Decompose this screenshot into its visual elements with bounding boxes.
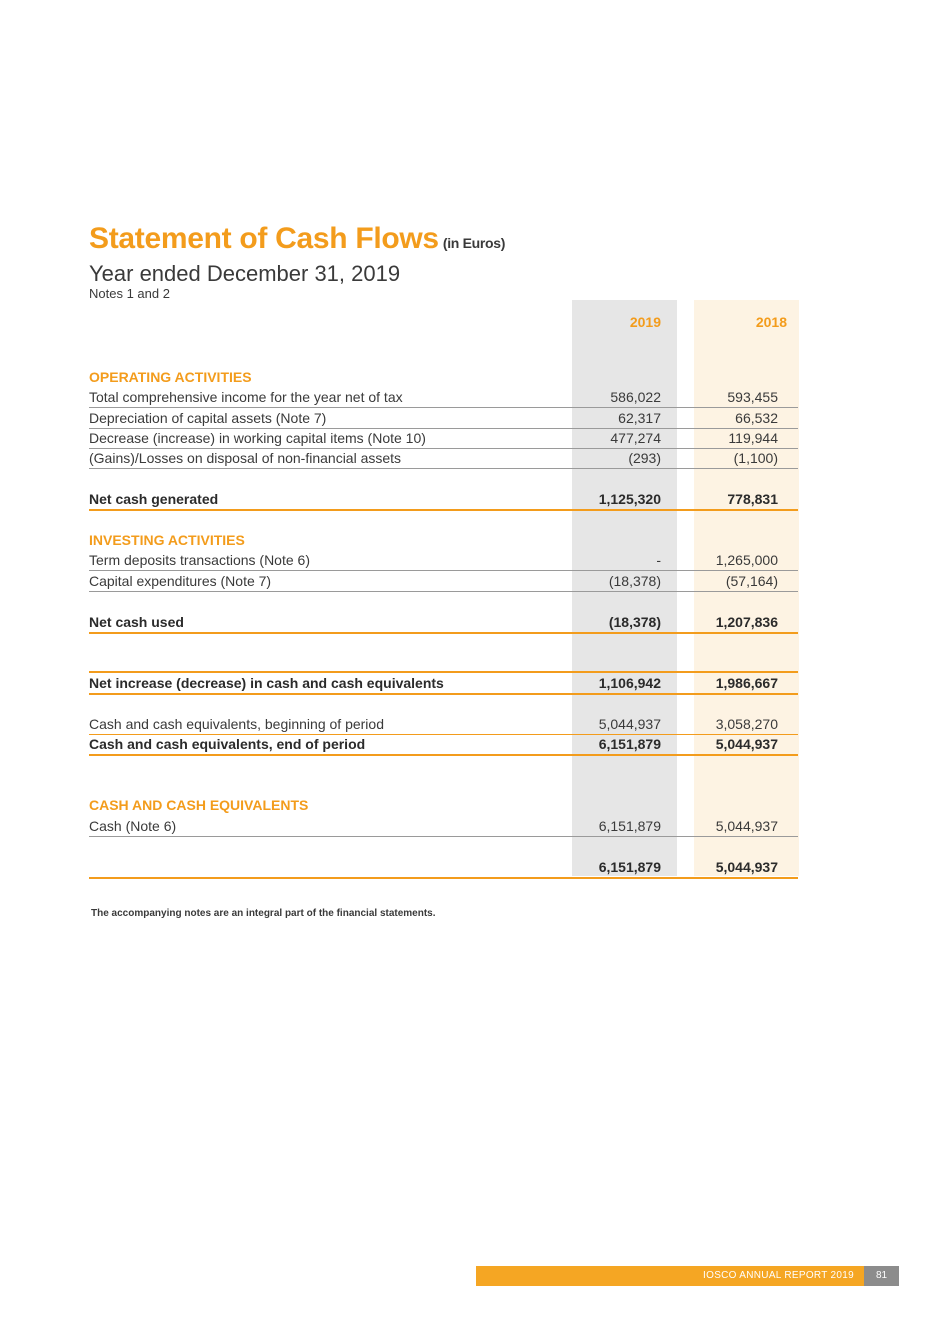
value-2019: 5,044,937 [598, 716, 661, 732]
row-label: Net cash used [89, 614, 184, 630]
value-2019: (18,378) [608, 614, 661, 630]
table-row [89, 387, 798, 408]
total-row-net-cash-generated [89, 489, 798, 511]
total-row-net-cash-used [89, 612, 798, 634]
value-2018: 3,058,270 [715, 716, 778, 732]
table-row [89, 550, 798, 571]
table-row [89, 816, 798, 837]
value-2019: 1,106,942 [598, 675, 661, 691]
table-row [89, 448, 798, 469]
row-label: (Gains)/Losses on disposal of non-financial assets [89, 450, 402, 466]
section-heading-operating [89, 367, 798, 387]
value-2019: - [656, 552, 661, 568]
value-2019: 6,151,879 [598, 818, 661, 834]
value-2018: 66,532 [735, 410, 778, 426]
row-label: Cash (Note 6) [89, 818, 177, 834]
table-row [89, 408, 798, 429]
total-row-net-increase [89, 673, 798, 695]
page-number: 81 [864, 1266, 899, 1286]
value-2018: 1,265,000 [715, 552, 778, 568]
value-2019: 6,151,879 [598, 736, 661, 752]
table-row [89, 428, 798, 449]
value-2019: 6,151,879 [598, 859, 661, 875]
value-2018: 1,986,667 [715, 675, 778, 691]
total-row-cash-equivalents [89, 857, 798, 879]
footnote: The accompanying notes are an integral part of the financial statements. [91, 908, 436, 919]
value-2018: 119,944 [728, 430, 778, 446]
footer-bar [476, 1266, 864, 1286]
section-title: INVESTING ACTIVITIES [89, 532, 245, 548]
row-label: Cash and cash equivalents, beginning of period [89, 716, 384, 732]
total-row-end-of-period [89, 734, 798, 756]
page-notes: Notes 1 and 2 [89, 286, 170, 301]
row-label: Term deposits transactions (Note 6) [89, 552, 310, 568]
title-units: (in Euros) [442, 235, 506, 251]
value-2018: (57,164) [725, 573, 778, 589]
section-title: CASH AND CASH EQUIVALENTS [89, 797, 309, 813]
section-title: OPERATING ACTIVITIES [89, 369, 252, 385]
value-2018: 5,044,937 [715, 736, 778, 752]
table-row-beginning [89, 714, 798, 735]
value-2018: 5,044,937 [715, 859, 778, 875]
row-label: Depreciation of capital assets (Note 7) [89, 410, 327, 426]
value-2019: 62,317 [618, 410, 661, 426]
value-2019: (18,378) [608, 573, 661, 589]
value-2019: 586,022 [610, 389, 661, 405]
value-2018: 5,044,937 [715, 818, 778, 834]
column-header-2018: 2018 [755, 314, 787, 330]
section-heading-cash-equivalents [89, 795, 798, 815]
value-2018: 778,831 [727, 491, 778, 507]
title-block [89, 220, 505, 302]
value-2018: 593,455 [727, 389, 778, 405]
row-label: Decrease (increase) in working capital items (Note 10) [89, 430, 426, 446]
row-label: Net increase (decrease) in cash and cash equivalents [89, 675, 444, 691]
value-2019: 477,274 [610, 430, 661, 446]
page-subtitle: Year ended December 31, 2019 [89, 261, 401, 286]
row-label: Capital expenditures (Note 7) [89, 573, 272, 589]
value-2019: 1,125,320 [598, 491, 661, 507]
table-row [89, 571, 798, 592]
value-2018: 1,207,836 [715, 614, 778, 630]
column-header-2019: 2019 [629, 314, 661, 330]
value-2019: (293) [628, 450, 661, 466]
section-heading-investing [89, 530, 798, 550]
page-title [89, 220, 505, 262]
row-label: Total comprehensive income for the year net of tax [89, 389, 403, 405]
row-label: Net cash generated [89, 491, 219, 507]
row-label: Cash and cash equivalents, end of period [89, 736, 366, 752]
footer-report-title: IOSCO ANNUAL REPORT 2019 [703, 1270, 854, 1281]
title-text: Statement of Cash Flows [89, 222, 439, 255]
value-2018: (1,100) [733, 450, 778, 466]
